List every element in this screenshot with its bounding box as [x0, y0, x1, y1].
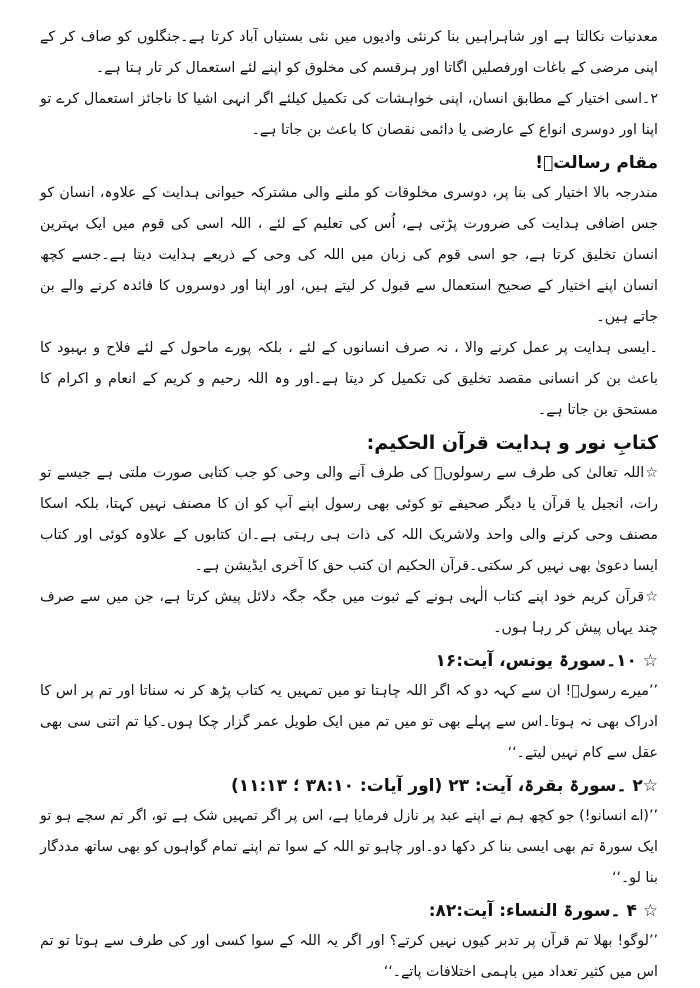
- verse-heading-yunus: ☆ ۱۰۔سورۃ یونس، آیت:۱۶: [435, 651, 658, 671]
- verse-text-nisa: ’’لوگو! بھلا تم قرآن پر تدبر کیوں نہیں کرتے؟ اور اگر یہ اللہ کے سوا کسی اور کی طرف سے ہوتا تو تم اس میں کثیر تعداد میں باہمی اختلافات پاتے۔‘‘: [40, 933, 658, 980]
- risalat-paragraph-2: ۔ایسی ہدایت پر عمل کرنے والا ، نہ صرف انسانوں کے لئے ، بلکہ پورے ماحول کے لئے فلاح و بہبود کا باعث بن کر انسانی مقصد تخلیق کی تکمیل کر دیتا ہے۔اور وہ اللہ رحیم و کریم کے انعام و اکرام کا مستحق بن جاتا ہے۔: [40, 340, 658, 418]
- kitab-paragraph-2: ☆قرآن کریم خود اپنے کتاب الٰہی ہونے کے ثبوت میں جگہ جگہ دلائل پیش کرتا ہے، جن میں سے صرف چند یہاں پیش کر رہا ہوں۔: [40, 589, 658, 636]
- kitab-paragraph-1: ☆اللہ تعالیٰ کی طرف سے رسولوںؑ کی طرف آنے والی وحی کو جب کتابی صورت ملتی ہے جیسے تو رات، انجیل یا قرآن یا دیگر صحیفے تو کوئی بھی رسول اپنے آپ کو ان کا مصنف نہیں کہتا، بلکہ اسکا مصنف وحی کرنے والی واحد ولاشریک اللہ کی ذات ہی رہتی ہے۔ان کتابوں کے علاوہ کوئی اور کتاب ایسا دعویٰ بھی نہیں کر سکتی۔قرآن الحکیم ان کتب حق کا آخری ایڈیشن ہے۔: [40, 465, 658, 574]
- section-heading-kitab: کتابِ نور و ہدایت قرآن الحکیم:: [366, 432, 658, 454]
- intro-paragraph-2: ۲۔اسی اختیار کے مطابق انسان، اپنی خواہشات کی تکمیل کیلئے اگر انہی اشیا کا ناجائز استعمال کرے تو اپنا اور دوسری انواع کے عارضی یا دائمی نقصان کا باعث بن جاتا ہے۔: [40, 91, 658, 138]
- verse-heading-baqarah: ☆۲ ۔سورۃ بقرۃ، آیت: ۲۳ (اور آیات: ۳۸:۱۰ ؛ ۱۱:۱۳): [230, 776, 658, 796]
- verse-heading-nisa: ☆ ۴ ۔سورۃ النساء: آیت:۸۲:: [428, 901, 658, 921]
- verse-text-baqarah: ’’(اے انسانو!) جو کچھ ہم نے اپنے عبد پر نازل فرمایا ہے، اس پر اگر تمہیں شک ہے تو، اگر تم سچے ہو تو ایک سورۃ تم بھی ایسی بنا کر دکھا دو۔اور چاہو تو اللہ کے سوا تم اپنے تمام گواہوں کو بھی ساتھ مددگار بنا لو۔‘‘: [40, 808, 658, 886]
- risalat-paragraph-1: مندرجہ بالا اختیار کی بنا پر، دوسری مخلوقات کو ملنے والی مشترکہ حیوانی ہدایت کے علاوہ، انسان کو جس اضافی ہدایت کی ضرورت پڑتی ہے، اُس کی تعلیم کے لئے ، اللہ اسی کی قوم میں ایک بہترین انسان تخلیق کرتا ہے، جو اسی قوم کی زبان میں اللہ کی وحی کے ذریعے ہدایت دیتا ہے۔جسے کچھ انسان اپنے اختیار کے صحیح استعمال سے قبول کر لیتے ہیں، اور اپنا اور دوسروں کا فائدہ کرنے والے بن جاتے ہیں۔: [40, 185, 658, 325]
- intro-paragraph-1: معدنیات نکالتا ہے اور شاہراہیں بنا کرنئی وادیوں میں نئی بستیاں آباد کرتا ہے۔جنگلوں کو صاف کر کے اپنی مرضی کے باغات اورفصلیں اگاتا اور ہرقسم کی مخلوق کو اپنے لئے استعمال کر تار ہتا ہے۔: [40, 29, 658, 76]
- verse-text-yunus: ’’میرے رسولؐ! ان سے کہہ دو کہ اگر اللہ چاہتا تو میں تمہیں یہ کتاب پڑھ کر نہ سناتا اور تم پر اس کا ادراک بھی نہ ہوتا۔اس سے پہلے بھی تو میں تم میں ایک طویل عمر گزار چکا ہوں۔کیا تم اتنی سی بھی عقل سے کام نہیں لیتے۔‘‘: [40, 683, 658, 761]
- section-heading-risalat: مقام رسالتؐ!: [535, 153, 658, 173]
